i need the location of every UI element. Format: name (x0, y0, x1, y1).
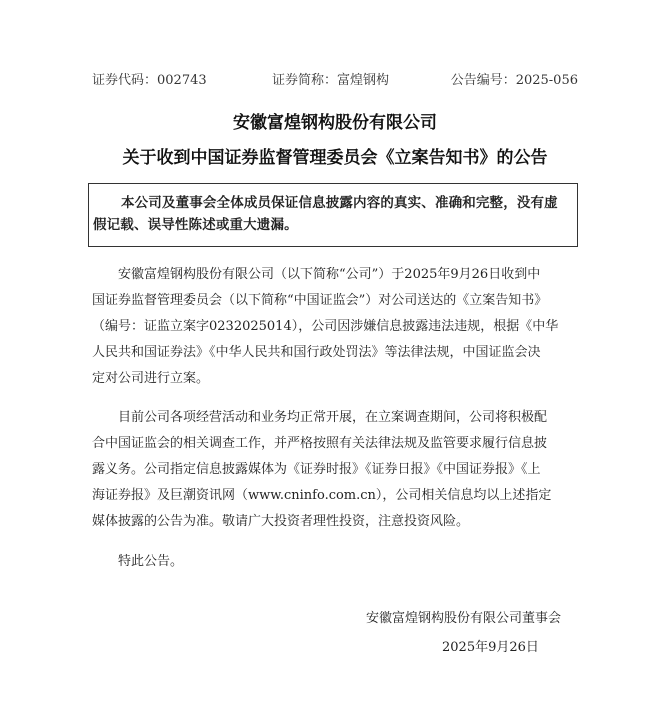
paragraph-line: 定对公司进行立案。 (92, 371, 210, 386)
paragraph-line: 安徽富煌钢构股份有限公司（以下简称“公司”）于2025年9月26日收到中 (118, 267, 541, 282)
announcement-number: 公告编号：2025-056 (450, 73, 578, 88)
disclaimer-line: 假记载、误导性陈述或重大遗漏。 (93, 217, 298, 233)
paragraph-line: （编号：证监立案字0232025014），公司因涉嫌信息披露违法违规，根据《中华 (92, 319, 559, 334)
stock-abbreviation: 证券简称：富煌钢构 (272, 73, 390, 88)
paragraph-line: 媒体披露的公告为准。敬请广大投资者理性投资，注意投资风险。 (92, 514, 470, 529)
paragraph-line: 露义务。公司指定信息披露媒体为《证券时报》《证券日报》《中国证券报》《上 (92, 462, 541, 477)
signature-organization: 安徽富煌钢构股份有限公司董事会 (366, 611, 562, 626)
company-title: 安徽富煌钢构股份有限公司 (233, 113, 437, 133)
disclaimer-box (88, 183, 578, 247)
closing-statement: 特此公告。 (118, 554, 184, 569)
stock-code: 证券代码：002743 (92, 73, 207, 88)
paragraph-line: 目前公司各项经营活动和业务均正常开展，在立案调查期间，公司将积极配 (118, 410, 548, 425)
disclaimer-line: 本公司及董事会全体成员保证信息披露内容的真实、准确和完整，没有虚 (121, 195, 558, 211)
paragraph-line: 海证券报》及巨潮资讯网（www.cninfo.com.cn），公司相关信息均以上述指定 (92, 488, 552, 503)
paragraph-line: 合中国证监会的相关调查工作，并严格按照有关法律法规及监管要求履行信息披 (92, 436, 548, 451)
announcement-title: 关于收到中国证券监督管理委员会《立案告知书》的公告 (122, 148, 548, 168)
signature-date: 2025年9月26日 (442, 640, 539, 655)
paragraph-line: 人民共和国证券法》《中华人民共和国行政处罚法》等法律法规，中国证监会决 (92, 345, 541, 360)
document-header (92, 72, 578, 90)
paragraph-line: 国证券监督管理委员会（以下简称“中国证监会”）对公司送达的《立案告知书》 (92, 293, 548, 308)
